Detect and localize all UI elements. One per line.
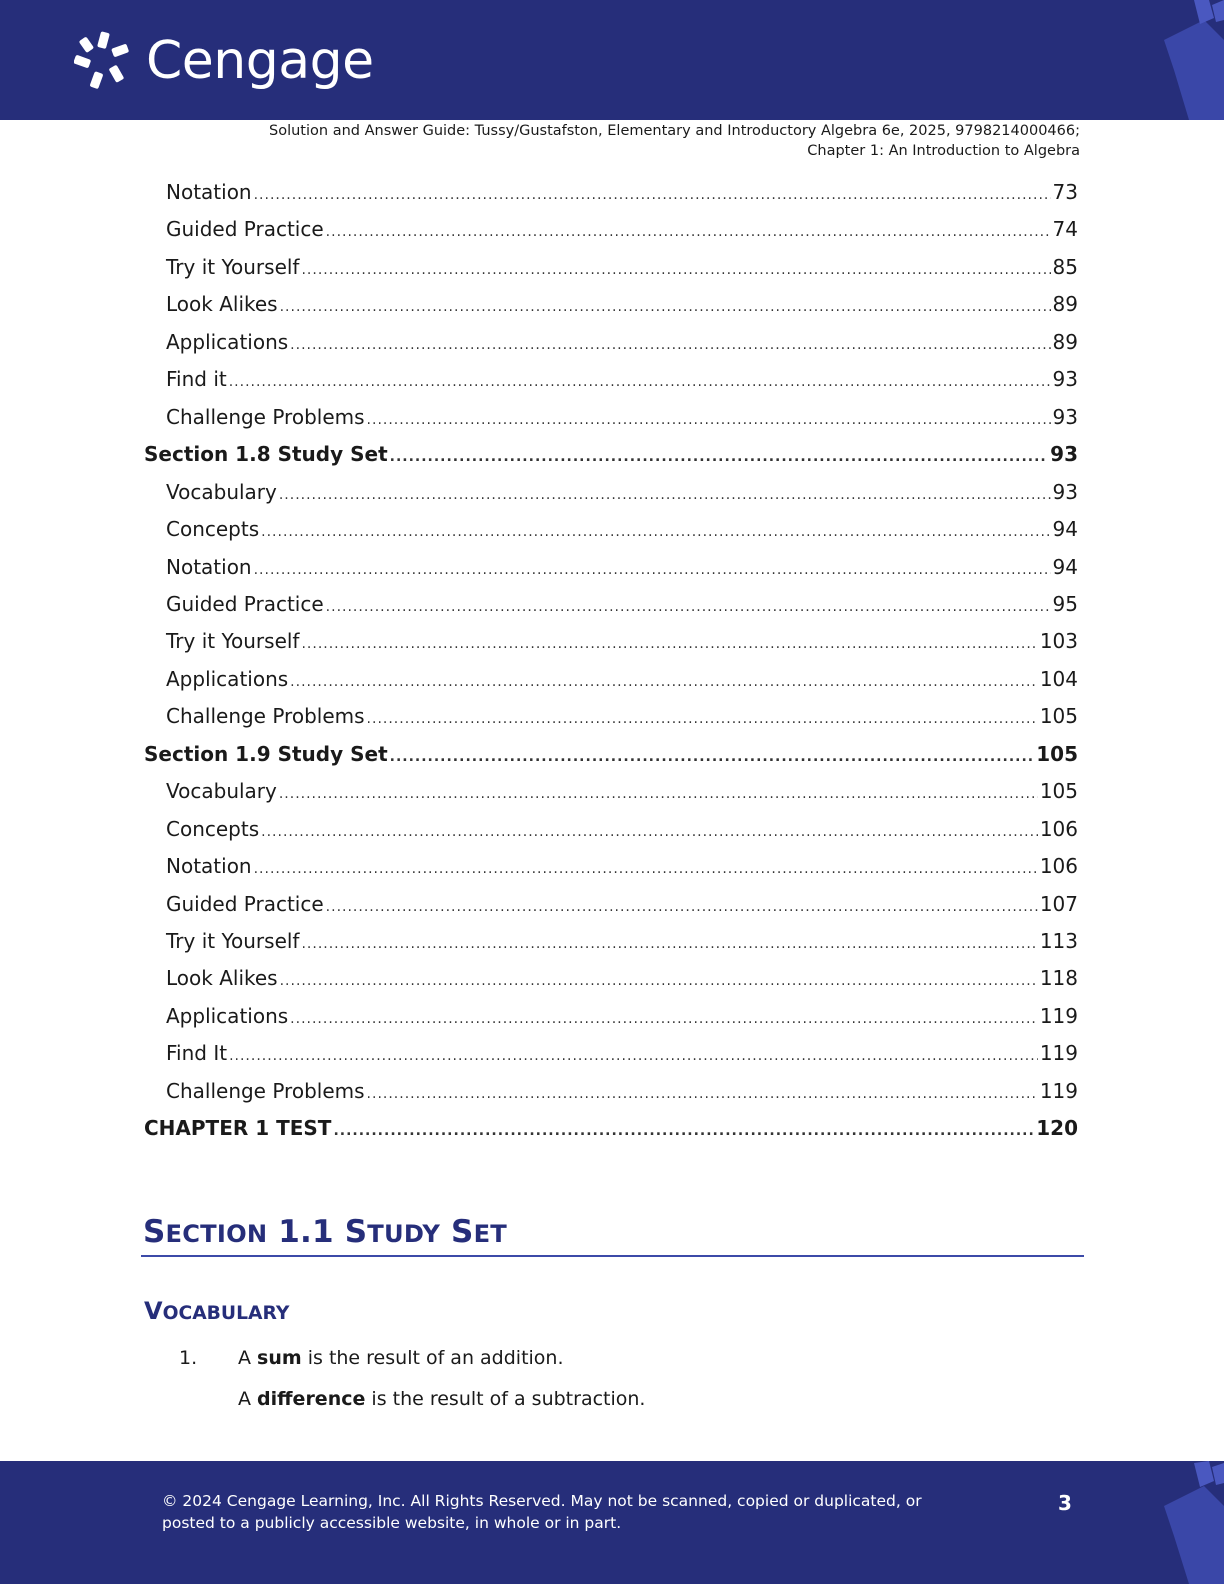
item-answer-line [238,1386,645,1412]
toc-entry-label: Concepts [166,517,260,542]
toc-dot-leader [279,482,1051,508]
toc-dot-leader [301,931,1037,957]
toc-entry-label: Look Alikes [166,966,278,991]
toc-dot-leader [229,369,1051,395]
subsection-title-part: OCABULARY [162,1303,290,1324]
toc-entry-label: Applications [166,1003,289,1028]
toc-dot-leader [326,219,1051,245]
toc-entry[interactable] [166,928,1078,957]
toc-dot-leader [229,1043,1038,1069]
toc-entry-page: 93 [1050,442,1078,467]
toc-entry-page: 94 [1052,517,1078,542]
toc-entry[interactable] [144,741,1078,770]
cengage-logo [74,30,374,92]
toc-entry-label: Look Alikes [166,292,278,317]
toc-entry-label: Concepts [166,816,260,841]
subsection-title-part: V [144,1297,163,1325]
toc-entry-page: 73 [1052,180,1078,204]
toc-entry[interactable] [166,703,1078,732]
toc-entry[interactable] [166,216,1078,245]
document-header [80,121,1080,161]
toc-entry-label: Vocabulary [166,779,277,804]
item-answer-line [238,1345,564,1371]
corner-decoration-icon [1134,1461,1224,1584]
toc-entry-label: Challenge Problems [166,404,365,429]
section-title-part: S [344,1214,368,1250]
section-title-part: TUDY [367,1220,441,1248]
toc-entry[interactable] [166,329,1078,358]
toc-entry[interactable] [166,1078,1078,1107]
toc-entry[interactable] [166,778,1078,807]
toc-entry-label: Try it Yourself [166,629,300,654]
toc-entry[interactable] [166,1040,1078,1069]
toc-dot-leader [279,781,1038,807]
toc-entry-page: 74 [1052,217,1078,242]
toc-entry-label: Vocabulary [166,479,277,504]
toc-entry-page: 119 [1039,1078,1078,1103]
footer-band [0,1461,1224,1584]
toc-dot-leader [301,257,1050,283]
toc-entry[interactable] [166,816,1078,845]
toc-entry[interactable] [166,628,1078,657]
section-title-part: S [143,1214,166,1250]
toc-entry-page: 105 [1036,741,1078,766]
toc-entry-page: 85 [1052,254,1078,279]
toc-entry-label: Challenge Problems [166,704,365,729]
toc-entry[interactable] [144,1115,1078,1144]
toc-entry-label: Find it [166,367,227,392]
answer-text: is the result of an addition. [301,1347,564,1369]
toc-dot-leader [261,819,1038,845]
toc-entry-page: 103 [1039,629,1078,654]
section-title-part: ECTION [165,1220,268,1248]
toc-dot-leader [367,706,1038,732]
toc-entry-label: Section 1.9 Study Set [144,741,388,766]
toc-dot-leader [290,1006,1038,1032]
toc-entry-page: 120 [1036,1116,1078,1141]
cengage-logo-icon [74,30,136,92]
toc-entry-page: 93 [1052,479,1078,504]
toc-dot-leader [367,407,1051,433]
toc-entry[interactable] [166,366,1078,395]
toc-entry-page: 113 [1039,929,1078,953]
toc-entry-label: Notation [166,180,252,204]
toc-entry-page: 119 [1039,1041,1078,1066]
toc-entry-page: 93 [1052,367,1078,392]
answer-term: difference [257,1388,366,1410]
section-divider [141,1255,1084,1257]
toc-entry[interactable] [166,666,1078,695]
toc-entry-label: Guided Practice [166,217,324,242]
toc-dot-leader [280,968,1038,994]
toc-entry-label: Try it Yourself [166,254,300,279]
toc-entry-page: 119 [1039,1003,1078,1028]
toc-entry-page: 94 [1052,554,1078,579]
document-header-line2: Chapter 1: An Introduction to Algebra [807,143,1080,159]
toc-entry[interactable] [166,1003,1078,1032]
toc-entry-label: Challenge Problems [166,1078,365,1103]
toc-entry[interactable] [166,479,1078,508]
toc-dot-leader [333,1118,1034,1144]
brand-name: Cengage [146,31,374,91]
toc-dot-leader [254,557,1051,583]
toc-entry-page: 105 [1039,779,1078,804]
toc-entry[interactable] [166,891,1078,920]
toc-entry[interactable] [166,591,1078,620]
toc-entry-label: Find It [166,1041,228,1066]
toc-entry[interactable] [166,179,1078,208]
section-title-part: ET [473,1220,507,1248]
toc-dot-leader [290,669,1038,695]
item-number: 1. [179,1347,198,1369]
toc-entry[interactable] [166,291,1078,320]
toc-entry[interactable] [166,404,1078,433]
toc-entry-label: CHAPTER 1 TEST [144,1116,332,1141]
toc-entry-label: Notation [166,554,252,579]
answer-text: A [238,1388,258,1410]
toc-dot-leader [254,182,1051,208]
toc-entry-page: 118 [1039,966,1078,991]
toc-entry-label: Applications [166,666,289,691]
toc-entry-page: 106 [1039,854,1078,879]
toc-entry-label: Notation [166,854,252,879]
corner-decoration-icon [1134,0,1224,120]
toc-entry[interactable] [166,554,1078,583]
toc-dot-leader [326,894,1038,920]
section-title-part: S [440,1214,474,1250]
toc-entry-page: 95 [1052,591,1078,616]
toc-entry-label: Guided Practice [166,891,324,916]
toc-dot-leader [367,1081,1038,1107]
toc-dot-leader [301,631,1037,657]
toc-entry-label: Section 1.8 Study Set [144,442,388,467]
toc-entry-page: 107 [1039,891,1078,916]
toc-entry-label: Try it Yourself [166,929,300,953]
page-number: 3 [1058,1491,1072,1515]
toc-entry-label: Applications [166,329,289,354]
toc-entry[interactable] [166,516,1078,545]
toc-entry[interactable] [166,254,1078,283]
toc-entry[interactable] [144,441,1078,470]
document-header-line1: Solution and Answer Guide: Tussy/Gustafston, Elementary and Introductory Algebra 6e, 2025, 9798214000466; [269,123,1080,139]
header-band [0,0,1224,120]
toc-entry[interactable] [166,965,1078,994]
toc-dot-leader [390,744,1035,770]
toc-dot-leader [290,332,1050,358]
answer-term: sum [257,1347,302,1369]
answer-text: A [238,1347,258,1369]
toc-dot-leader [390,444,1049,470]
section-title-number: 1.1 [267,1214,345,1250]
toc-entry-page: 89 [1052,329,1078,354]
toc-entry-page: 106 [1039,816,1078,841]
answer-text: is the result of a subtraction. [365,1388,646,1410]
toc-entry-label: Guided Practice [166,591,324,616]
section-title [143,1212,507,1254]
toc-entry-page: 105 [1039,704,1078,729]
toc-entry[interactable] [166,853,1078,882]
toc-entry-page: 93 [1052,404,1078,429]
toc-dot-leader [326,594,1051,620]
subsection-title [144,1296,289,1329]
copyright-notice: © 2024 Cengage Learning, Inc. All Rights Reserved. May not be scanned, copied or duplicated, or posted to a publicly accessible website, in whole or in part. [162,1492,922,1532]
toc-dot-leader [254,856,1038,882]
toc-entry-page: 104 [1039,666,1078,691]
toc-entry-page: 89 [1052,292,1078,317]
toc-dot-leader [261,519,1050,545]
toc-dot-leader [280,294,1051,320]
